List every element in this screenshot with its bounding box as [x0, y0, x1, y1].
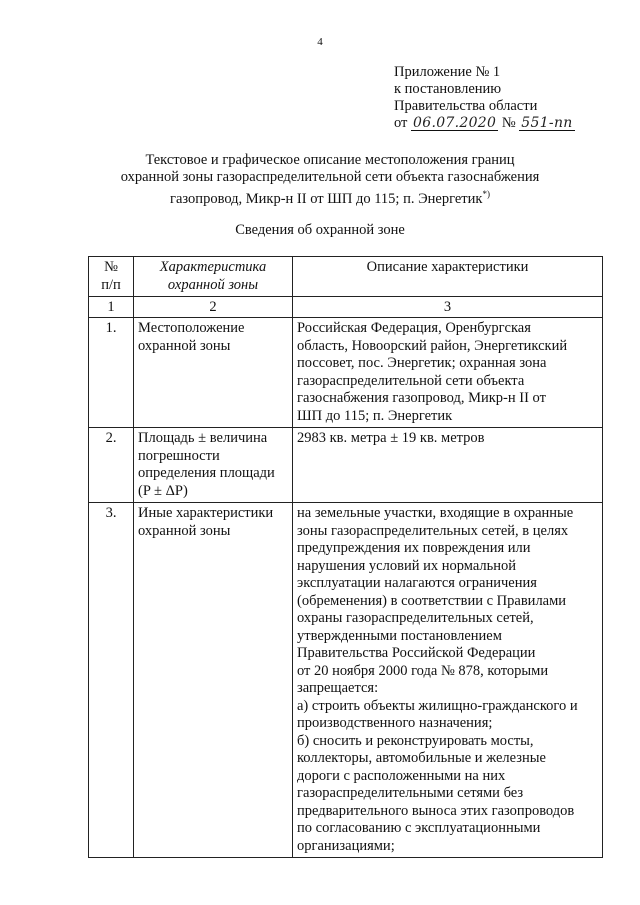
row-number: 2.	[89, 428, 134, 503]
resolution-date-number	[394, 115, 575, 133]
number-label: №	[501, 115, 516, 131]
header-characteristic-line-2: охранной зоны	[167, 276, 259, 293]
description-line: от 20 ноября 2000 года № 878, которыми	[297, 662, 549, 679]
title-line-3-text: газопровод, Микр-н II от ШП до 115; п. Энергетик	[170, 190, 483, 207]
description-line: газораспределительными сетями без	[297, 785, 524, 801]
description-line: запрещается:	[297, 680, 379, 696]
header-characteristic	[134, 257, 293, 297]
characteristic-line: охранной зоны	[138, 337, 231, 354]
zone-info-table	[88, 256, 603, 858]
row-description	[293, 428, 603, 503]
appendix-line-2: к постановлению	[394, 81, 502, 97]
description-line: на земельные участки, входящие в охранные	[297, 505, 574, 521]
description-line: 2983 кв. метра ± 19 кв. метров	[297, 430, 485, 446]
header-number	[89, 257, 134, 297]
footnote-mark: *)	[482, 189, 490, 199]
table-row	[89, 428, 603, 503]
description-line: зоны газораспределительных сетей, в целях	[297, 522, 569, 539]
column-number: 2	[134, 297, 293, 318]
description-line: область, Новоорский район, Энергетикский	[297, 337, 568, 354]
appendix-title: Приложение № 1	[394, 64, 501, 80]
section-subtitle: Сведения об охранной зоне	[235, 222, 405, 238]
description-line: (обременения) в соответствии с Правилами	[297, 592, 567, 609]
column-number: 1	[89, 297, 134, 318]
description-line: дороги с расположенными на них	[297, 767, 506, 784]
description-line: производственного назначения;	[297, 715, 493, 731]
row-characteristic	[134, 428, 293, 503]
description-line: газоснабжения газопровод, Микр-н II от	[297, 390, 546, 406]
row-description	[293, 503, 603, 858]
header-description: Описание характеристики	[293, 257, 603, 297]
description-line: охраны газораспределительных сетей,	[297, 610, 534, 626]
appendix-line-3: Правительства области	[394, 98, 538, 114]
table-row	[89, 318, 603, 428]
column-number: 3	[293, 297, 603, 318]
characteristic-line: Иные характеристики	[138, 505, 274, 521]
page-number: 4	[317, 36, 323, 48]
description-line: ШП до 115; п. Энергетик	[297, 407, 453, 424]
row-characteristic	[134, 503, 293, 858]
appendix-block	[394, 64, 575, 133]
title-line-1: Текстовое и графическое описание местоположения границ	[145, 152, 515, 168]
document-title	[70, 152, 590, 208]
header-number-line-1: №	[104, 259, 118, 275]
description-line: нарушения условий их нормальной	[297, 557, 517, 574]
description-line: коллекторы, автомобильные и железные	[297, 750, 546, 766]
characteristic-line: определения площади	[138, 465, 275, 481]
table-row	[89, 503, 603, 858]
row-characteristic	[134, 318, 293, 428]
row-number: 3.	[89, 503, 134, 858]
table-clip	[0, 256, 640, 905]
characteristic-line: Площадь ± величина	[138, 430, 268, 446]
description-line: предварительного выноса этих газопроводов	[297, 802, 575, 819]
description-line: а) строить объекты жилищно-гражданского и	[297, 697, 578, 714]
characteristic-line: Местоположение	[138, 320, 245, 336]
row-number: 1.	[89, 318, 134, 428]
handwritten-number: 551-пп	[521, 115, 573, 131]
header-number-line-2: п/п	[101, 276, 121, 293]
description-line: б) сносить и реконструировать мосты,	[297, 732, 534, 749]
table-header-row	[89, 257, 603, 297]
description-line: Правительства Российской Федерации	[297, 645, 536, 661]
from-label: от	[394, 115, 408, 131]
header-characteristic-line-1: Характеристика	[159, 259, 267, 275]
description-line: газораспределительной сети объекта	[297, 372, 525, 389]
description-line: организациями;	[297, 837, 395, 854]
description-line: по согласованию с эксплуатационными	[297, 820, 541, 836]
row-description	[293, 318, 603, 428]
column-number-row	[89, 297, 603, 318]
description-line: предупреждения их повреждения или	[297, 540, 531, 556]
handwritten-date: 06.07.2020	[413, 115, 497, 131]
description-line: эксплуатации налагаются ограничения	[297, 575, 537, 591]
description-line: утвержденными постановлением	[297, 627, 502, 644]
title-line-2: охранной зоны газораспределительной сети объекта газоснабжения	[120, 169, 540, 185]
characteristic-line: охранной зоны	[138, 522, 231, 539]
characteristic-line: погрешности	[138, 447, 220, 464]
title-line-3	[70, 186, 590, 208]
description-line: поссовет, пос. Энергетик; охранная зона	[297, 355, 547, 371]
description-line: Российская Федерация, Оренбургская	[297, 320, 531, 336]
characteristic-line: (P ± ΔP)	[138, 482, 188, 499]
